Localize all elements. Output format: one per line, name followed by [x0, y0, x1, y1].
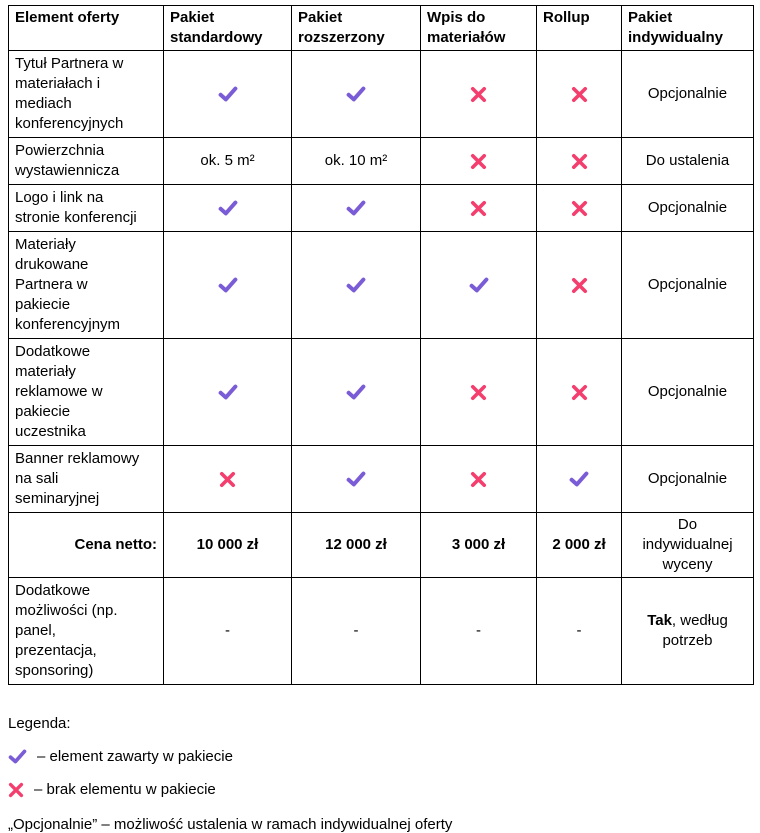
text-cell: Opcjonalnie: [622, 446, 754, 513]
text-cell: Opcjonalnie: [622, 51, 754, 138]
cross-cell: [421, 446, 537, 513]
check-cell: [164, 232, 292, 339]
text-cell: Opcjonalnie: [622, 232, 754, 339]
text-cell: Do indywidualnej wyceny: [622, 513, 754, 578]
cross-cell: [537, 339, 622, 446]
cross-cell: [537, 51, 622, 138]
text-cell: -: [164, 578, 292, 685]
cross-icon: [470, 384, 487, 401]
check-icon: [346, 384, 366, 400]
check-cell: [537, 446, 622, 513]
column-header: Pakiet rozszerzony: [292, 6, 421, 51]
cross-cell: [421, 339, 537, 446]
check-icon: [218, 277, 238, 293]
table-row: [9, 185, 754, 232]
cross-icon: [470, 86, 487, 103]
column-header: Pakiet standardowy: [164, 6, 292, 51]
row-label: Dodatkowe materiały reklamowe w pakiecie uczestnika: [9, 339, 164, 446]
legend-title: Legenda:: [8, 715, 71, 732]
check-icon: [218, 384, 238, 400]
legend: [8, 715, 753, 833]
check-cell: [164, 339, 292, 446]
cross-icon: [470, 200, 487, 217]
column-header: Element oferty: [9, 6, 164, 51]
text-cell: 10 000 zł: [164, 513, 292, 578]
cross-icon: [571, 153, 588, 170]
cross-icon: [571, 384, 588, 401]
text-cell: 12 000 zł: [292, 513, 421, 578]
check-cell: [292, 232, 421, 339]
check-cell: [164, 51, 292, 138]
text-cell: 3 000 zł: [421, 513, 537, 578]
cross-icon: [8, 782, 24, 798]
cross-cell: [537, 232, 622, 339]
cross-cell: [537, 138, 622, 185]
cross-cell: [421, 185, 537, 232]
text-cell: -: [421, 578, 537, 685]
cross-cell: [421, 51, 537, 138]
row-label: Tytuł Partnera w materiałach i mediach konferencyjnych: [9, 51, 164, 138]
cross-cell: [421, 138, 537, 185]
check-icon: [346, 471, 366, 487]
text-cell: 2 000 zł: [537, 513, 622, 578]
column-header: Wpis do materiałów: [421, 6, 537, 51]
row-label: Powierzchnia wystawiennicza: [9, 138, 164, 185]
text-cell: Do ustalenia: [622, 138, 754, 185]
check-icon: [346, 86, 366, 102]
text-cell: -: [537, 578, 622, 685]
check-icon: [346, 277, 366, 293]
check-icon: [469, 277, 489, 293]
cross-cell: [537, 185, 622, 232]
text-cell: Opcjonalnie: [622, 339, 754, 446]
cross-icon: [571, 86, 588, 103]
column-header: Rollup: [537, 6, 622, 51]
table-row: [9, 138, 754, 185]
cross-icon: [571, 200, 588, 217]
table-row: [9, 578, 754, 685]
legend-item: [8, 748, 753, 765]
text-part: Tak: [647, 612, 672, 629]
text-cell: -: [292, 578, 421, 685]
row-label: Dodatkowe możliwości (np. panel, prezentacja, sponsoring): [9, 578, 164, 685]
table-row: [9, 513, 754, 578]
check-icon: [8, 749, 27, 764]
cross-icon: [571, 277, 588, 294]
text-cell: Opcjonalnie: [622, 185, 754, 232]
cross-icon: [219, 471, 236, 488]
check-icon: [218, 200, 238, 216]
text-cell: [622, 578, 754, 685]
cross-icon: [470, 471, 487, 488]
cross-icon: [470, 153, 487, 170]
table-row: [9, 339, 754, 446]
table-header-row: [9, 6, 754, 51]
row-label: Banner reklamowy na sali seminaryjnej: [9, 446, 164, 513]
column-header: Pakiet indywidualny: [622, 6, 754, 51]
check-cell: [421, 232, 537, 339]
check-icon: [569, 471, 589, 487]
offer-comparison-table: [8, 5, 754, 685]
check-cell: [292, 51, 421, 138]
row-label: Logo i link na stronie konferencji: [9, 185, 164, 232]
row-label: Cena netto:: [9, 513, 164, 578]
check-cell: [292, 185, 421, 232]
table-row: [9, 232, 754, 339]
legend-item: [8, 781, 753, 798]
check-cell: [292, 446, 421, 513]
table-row: [9, 51, 754, 138]
text-part: , według potrzeb: [662, 612, 728, 649]
check-icon: [218, 86, 238, 102]
check-icon: [346, 200, 366, 216]
table-row: [9, 446, 754, 513]
legend-note: „Opcjonalnie” – możliwość ustalenia w ramach indywidualnej oferty: [8, 816, 453, 833]
cross-cell: [164, 446, 292, 513]
check-cell: [292, 339, 421, 446]
check-cell: [164, 185, 292, 232]
legend-item-text: – element zawarty w pakiecie: [37, 748, 233, 765]
row-label: Materiały drukowane Partnera w pakiecie konferencyjnym: [9, 232, 164, 339]
text-cell: ok. 10 m²: [292, 138, 421, 185]
text-cell: ok. 5 m²: [164, 138, 292, 185]
legend-item-text: – brak elementu w pakiecie: [34, 781, 216, 798]
